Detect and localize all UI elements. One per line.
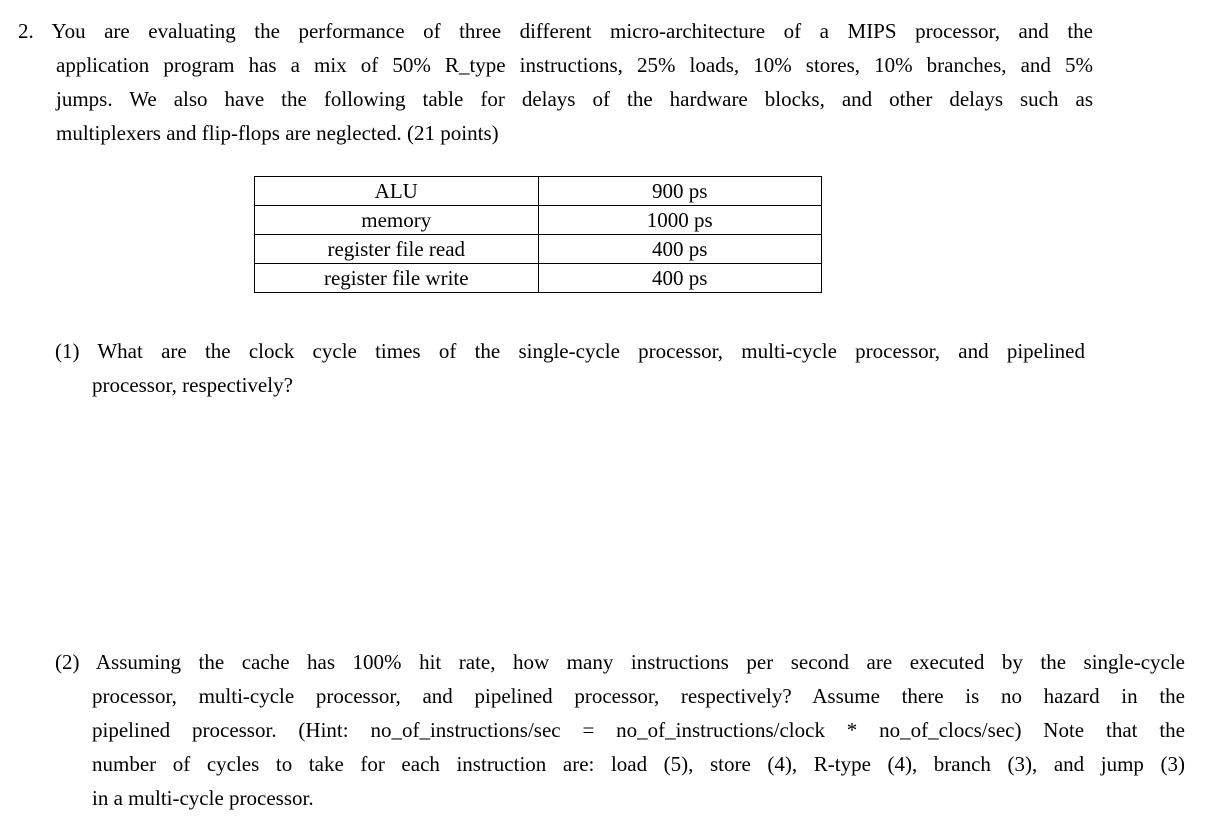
question-line-3: jumps. We also have the following table for delays of the hardware blocks, and other delays such as bbox=[56, 87, 1093, 111]
question-line-1: 2. You are evaluating the performance of three different micro-architecture of a MIPS processor, and the bbox=[18, 19, 1093, 43]
table-row bbox=[255, 177, 822, 206]
question-2-text bbox=[18, 14, 1093, 150]
subquestion-2-line-5: in a multi-cycle processor. bbox=[92, 786, 314, 810]
delay-cell: 1000 ps bbox=[538, 206, 821, 235]
block-cell: register file read bbox=[255, 235, 539, 264]
delay-cell: 400 ps bbox=[538, 264, 821, 293]
subquestion-2-line-3: pipelined processor. (Hint: no_of_instructions/sec = no_of_instructions/clock * no_of_clocs/sec) Note that the bbox=[92, 718, 1185, 742]
question-line-4: multiplexers and flip-flops are neglected. (21 points) bbox=[56, 121, 499, 145]
delay-cell: 900 ps bbox=[538, 177, 821, 206]
subquestion-2-line-4: number of cycles to take for each instruction are: load (5), store (4), R-type (4), branch (3), and jump (3) bbox=[92, 752, 1185, 776]
subquestion-2-line-2: processor, multi-cycle processor, and pipelined processor, respectively? Assume there is no hazard in the bbox=[92, 684, 1185, 708]
table-row bbox=[255, 206, 822, 235]
subquestion-1-line-1: (1) What are the clock cycle times of the single-cycle processor, multi-cycle processor, and pipelined bbox=[55, 339, 1085, 363]
question-line-2: application program has a mix of 50% R_type instructions, 25% loads, 10% stores, 10% branches, and 5% bbox=[56, 53, 1093, 77]
subquestion-2-line-1: (2) Assuming the cache has 100% hit rate, how many instructions per second are executed by the single-cycle bbox=[55, 650, 1185, 674]
block-cell: register file write bbox=[255, 264, 539, 293]
subquestion-2-text bbox=[55, 645, 1185, 815]
subquestion-1-line-2: processor, respectively? bbox=[92, 373, 293, 397]
delay-table bbox=[254, 176, 822, 293]
subquestion-1-text bbox=[55, 334, 1085, 402]
block-cell: memory bbox=[255, 206, 539, 235]
table-row bbox=[255, 264, 822, 293]
table-row bbox=[255, 235, 822, 264]
block-cell: ALU bbox=[255, 177, 539, 206]
delay-cell: 400 ps bbox=[538, 235, 821, 264]
